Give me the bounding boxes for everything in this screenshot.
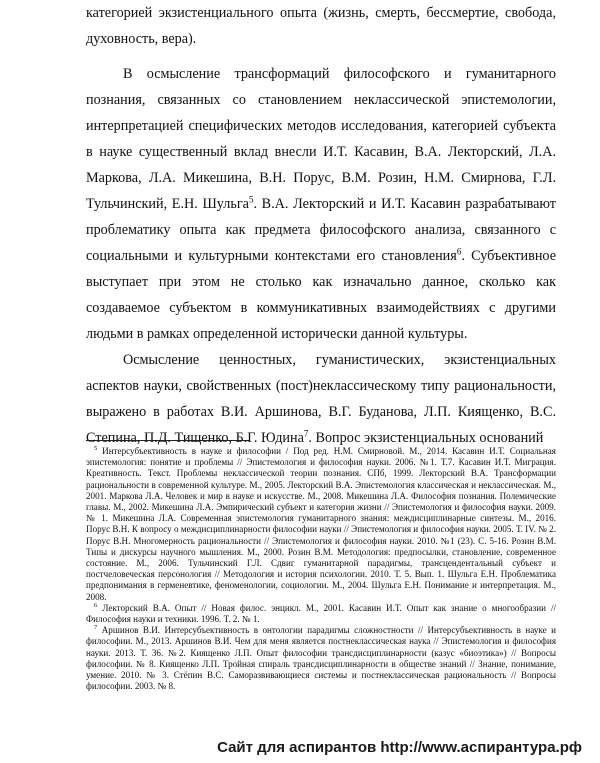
document-page	[86, 0, 556, 451]
footnote-text: Аршинов В.И. Интерсубъективность в онтологии парадигмы сложностности // Интерсубъективность в науке и философии. М., 2013. Аршинов В.И. Чем для меня является постнеклассическая наука // Эпистемология и философия науки. 2013. Т. 36. №2. Киященко Л.П. Опыт философии трансдисциплинарности (казус «биоэтика») // Вопросы философии. № 8. Киященко Л.П. Тройная спираль трансдисциплинарности в обществе знаний // Знание, понимание, умение. 2010. № 3. Стёпин В.С. Саморазвивающиеся системы и постнеклассическая рациональность // Вопросы философии. 2003. № 8.	[86, 625, 556, 692]
paragraph-2-text-a: Осмысление ценностных, гуманистических, экзистенциальных аспектов науки, свойственных (пост)неклассическому типу рациональности, выражено в работах В.И. Аршинова, В.Г. Буданова, Л.П. Киященко, В.С. Степина, П.Д. Тищенко, Б.Г. Юдина	[86, 352, 556, 446]
footnote-text: Лекторский В.А. Опыт // Новая филос. энцикл. М., 2001. Касавин И.Т. Опыт как знание о многообразии // Философия науки и техники. 1996. Т. 2. № 1.	[86, 602, 556, 625]
paragraph-continuation	[86, 0, 556, 52]
footnote-5	[86, 446, 556, 603]
paragraph-1-text-c: . Субъективное выступает при этом не столько как изначально данное, сколько как создаваемое субъектом в коммуникативных взаимодействиях с другими людьми в рамках определенной исторически данной культуры.	[86, 248, 556, 342]
footnote-text: Интерсубъективность в науке и философии / Под ред. Н.М. Смирновой. М., 2014. Касавин И.Т. Социальная эпистемология: понятие и проблемы // Эпистемология и философия науки. 2006. №1. Т.7. Касавин И.Т. Миграция. Креативность. Текст. Проблемы неклассической теории познания. СПб, 1999. Лекторский В.А. Трансформации рациональности в современной культуре. М., 2005. Лекторский В.А. Эпистемология классическая и неклассическая. М., 2001. Маркова Л.А. Человек и мир в науке и искусстве. М., 2008. Микешина Л.А. Философия познания. Полемические главы. М., 2002. Микешина Л.А. Эмпирический субъект и категория жизни // Эпистемология и философия науки. 2009. № 1. Микешина Л.А. Современная эпистемология гуманитарного знания: междисциплинарные синтезы. М., 2016. Порус В.Н. К вопросу о междисциплинарности философии науки // Эпистемология и философия науки. 2005. Т. IV. № 2. Порус В.Н. Многомерность рациональности // Эпистемология и философия науки. 2010. №1 (23). С. 5-16. Розин В.М. Типы и дискурсы научного мышления. М., 2000. Розин В.М. Методология: предпосылки, становление, современное состояние. М., 2006. Тульчинский Г.Л. Сдвиг гуманитарной парадигмы, трансцендентальный субъект и постчеловеческая персонология // Методология и история психологии. 2010. Т. 5. Вып. 1. Шульга Е.Н. Проблематика предпонимания в герменевтике, феноменологии, социологии. М., 2004. Шульга Е.Н. Понимание и интерпретация. М., 2008.	[86, 446, 556, 602]
footnote-ref-7[interactable]: 7	[303, 428, 309, 439]
footnotes	[86, 446, 556, 692]
paragraph-1	[86, 52, 556, 347]
footnote-number: 5	[94, 444, 98, 452]
paragraph-2-text-b: . Вопрос экзистенциальных оснований	[308, 430, 544, 446]
main-text	[86, 0, 556, 451]
paragraph-2	[86, 347, 556, 451]
footnote-ref-5[interactable]: 5	[248, 194, 254, 205]
footnote-7	[86, 625, 556, 692]
footnote-separator	[86, 440, 249, 441]
site-footer-link[interactable]: Сайт для аспирантов http://www.аспирантура.рф	[217, 739, 582, 756]
paragraph-0-text: категорией экзистенциального опыта (жизнь, смерть, бессмертие, свобода, духовность, вера).	[86, 5, 556, 47]
footnote-number: 7	[94, 624, 98, 632]
footnote-6	[86, 603, 556, 625]
footnote-number: 6	[94, 601, 98, 609]
footnote-ref-6[interactable]: 6	[456, 246, 462, 257]
paragraph-1-text-b: . В.А. Лекторский и И.Т. Касавин разрабатывают проблематику опыта как предмета философского анализа, связанного с социальными и культурными контекстами его становления	[86, 196, 556, 264]
site-footer	[0, 735, 600, 763]
paragraph-1-text-a: В осмысление трансформаций философского и гуманитарного познания, связанных со становлением неклассической эпистемологии, интерпретацией специфических методов исследования, категорией субъекта в науке существенный вклад внесли И.Т. Касавин, В.А. Лекторский, Л.А. Маркова, Л.А. Микешина, В.Н. Порус, В.М. Розин, Н.М. Смирнова, Г.Л. Тульчинский, Е.Н. Шульга	[86, 66, 556, 212]
